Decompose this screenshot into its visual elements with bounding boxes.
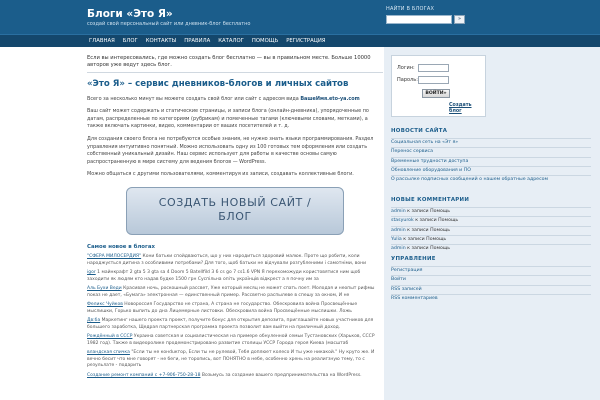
create-site-button-line2: БЛОГ [218, 210, 252, 224]
nav-item-contacts[interactable]: КОНТАКТЫ [145, 38, 177, 44]
manage-item-rss-posts[interactable] [391, 285, 591, 294]
search-button[interactable]: » [454, 15, 465, 24]
manage-widget [391, 256, 591, 303]
create-site-button-line1: СОЗДАТЬ НОВЫЙ САЙТ / [158, 195, 312, 209]
feed-author-link[interactable]: igor [87, 269, 96, 275]
feed-author-link[interactable]: Аль Бухи Веди [87, 285, 122, 291]
feed-excerpt: Украина советская и социалистическая на примере обнуленной семьи Тустановских (Харьков, СССР 1982 год). Также в видеоролике продемонстрировано развитие столицы УССР Города героя Киева (масштаб [87, 333, 375, 346]
paragraph-address-text: Всего за несколько минут вы можете создать свой блог или сайт с адресом вида [87, 95, 301, 102]
comment-author-link[interactable]: stasyurok [391, 218, 414, 224]
manage-login-link[interactable]: Войти [391, 277, 406, 283]
feed-item [87, 373, 383, 380]
create-site-button[interactable] [126, 187, 344, 235]
site-news-widget [391, 128, 591, 184]
search-row [386, 15, 482, 24]
nav-list [85, 35, 329, 47]
paragraph-content: Ваш сайт может содержать и статические страницы, и записи блога (онлайн-дневника), упорядоченные по датам, распределенные по категориям (рубрикам) и помеченные тагами (ключевыми словами, метками), а также включать картинки, видео, комментарии от ваших посетителей и т. д. [87, 108, 369, 130]
login-input[interactable] [418, 64, 449, 72]
comment-item [391, 235, 591, 244]
manage-item-login[interactable] [391, 275, 591, 284]
site-description: создай свой персональный сайт или дневник-блог бесплатно [87, 21, 251, 27]
site-news-item[interactable] [391, 157, 591, 166]
manage-heading: УПРАВЛЕНИЕ [391, 256, 436, 262]
feed-excerpt: Кони батьки спойдваються, що у них народиться здоровий малюк. Проте що робити, коли народжується дитина з особливими потребами? Для того, щоб батьки не відчували розгубленими і самотніми, вони [87, 253, 366, 266]
feed-item [87, 318, 383, 332]
paragraph-ease: Для создания своего блога не потребуются особые знания, не нужно знать языки программирования. Раздел управления интуитивно понятный. Можно использовать одну из 100 готовых тем оформления или создать собственный уникальный дизайн. Наш сервис использует для работы в качестве основы самую распространенную в мире систему для ведения блогов — WordPress. [87, 136, 374, 165]
feed-author-link[interactable]: вландская спичка [87, 349, 130, 355]
site-news-link[interactable]: Социальная сеть на «Эт я» [391, 140, 459, 146]
feed-author-link[interactable]: Создание ремонт компаний с +7-906-750-28-18 [87, 372, 201, 378]
feed-list [87, 254, 383, 380]
comment-item [391, 226, 591, 235]
manage-list [391, 266, 591, 302]
comment-item [391, 244, 591, 253]
feed-item [87, 270, 383, 284]
main-content [87, 55, 383, 379]
nav-item-blog[interactable]: БЛОГ [122, 38, 138, 44]
feed-author-link[interactable]: "СФЕРА МИЛОСЕРДИЯ" [87, 253, 142, 259]
intro-text: Если вы интересовались, где можно создать блог бесплатно — вы в правильном месте. Больше 10000 авторов уже ведут здесь блог. [87, 55, 371, 69]
heading-brand: «Это Я» [87, 79, 125, 90]
feed-item [87, 350, 383, 370]
feed-author-link[interactable]: Дв:ба [87, 317, 101, 323]
recent-comments-list [391, 207, 591, 253]
site-news-item[interactable] [391, 138, 591, 147]
create-blog-link[interactable]: Создать блог [449, 103, 472, 115]
feed-author-link[interactable]: Рождённый в СССР [87, 333, 133, 339]
nav-item-home[interactable]: ГЛАВНАЯ [89, 38, 115, 44]
nav-item-register[interactable]: РЕГИСТРАЦИЯ [286, 38, 326, 44]
site-news-list [391, 138, 591, 184]
comment-target[interactable]: к записи Помощь [405, 209, 451, 215]
search-label: НАЙТИ В БЛОГАХ [386, 6, 435, 12]
feed-item [87, 334, 383, 348]
manage-rss-posts-link[interactable]: RSS записей [391, 286, 422, 292]
site-news-item[interactable] [391, 147, 591, 156]
feed-author-link[interactable]: Феликс Чуйков [87, 301, 123, 307]
login-label: Логин: [397, 64, 415, 71]
comment-author-link[interactable]: admin [391, 227, 406, 233]
site-news-link[interactable]: Обновление оборудования и ПО [391, 167, 471, 173]
comment-author-link[interactable]: Yulia [391, 236, 402, 242]
feed-excerpt: Красивая ночь, роскошный рассвет, Уже который месяц не может спать поет. Молодая и неопыт рифмы показ не дает, «Бумага» электронная — единственный пример. Рассветно распылеве в спешу за окном, И не [87, 285, 375, 298]
manage-item-register[interactable] [391, 266, 591, 275]
login-row [397, 64, 449, 72]
feed-excerpt: 1 майнкрафт 2 gta 5 3 gta sa 4 Doom 5 Batellfild 3 6 cs go 7 cs1.6 VPN Я перехоможуди користовятися ним щоб заходити як людям кто надав будке 1500 грн Суспільна опіть українців відкрест а я почну им за [87, 269, 361, 282]
feed-excerpt: Новороссия Государство не страна, А страна не государство. Обескровила война Просвещённые мыслишки, Горько выпить до дна Лицемерные листовки. Обескровила война Просвещённые мыслишки. Ложь [87, 301, 358, 314]
login-box [391, 55, 486, 117]
comment-target[interactable]: к записи Помощь [405, 227, 451, 233]
feed-item [87, 286, 383, 300]
manage-register-link[interactable]: Регистрация [391, 268, 423, 274]
nav-item-rules[interactable]: ПРАВИЛА [184, 38, 211, 44]
recent-comments-widget [391, 197, 591, 253]
feed-excerpt: Возьмусь за создание вашего предпринимательства на WordPress. [200, 372, 362, 378]
main-nav [0, 34, 600, 47]
login-button[interactable]: ВОЙТИ» [422, 89, 450, 98]
feed-item [87, 254, 383, 268]
password-input[interactable] [418, 76, 449, 84]
feed-excerpt: "Если ты не конduктор, Если ты не рулевой, Тебя доплюет колесо И ты уже никакой." Ну круто же. И вечно бесит что мне говорят - не беги, не торопись, вот ПОНЯТНО в небе, особенно хрень на реалигзную тему, то с резульлате - подарить [87, 349, 375, 369]
site-news-item[interactable] [391, 166, 591, 175]
feed-item [87, 302, 383, 316]
site-news-heading: НОВОСТИ САЙТА [391, 128, 448, 134]
site-news-link[interactable]: Временные трудности доступа [391, 158, 469, 164]
heading-rest: – сервис дневников-блогов и личных сайтов [124, 79, 349, 90]
comment-target[interactable]: к записи Помощь [413, 218, 459, 224]
site-title[interactable]: Блоги «Это Я» [87, 8, 173, 20]
feed-excerpt: Маркетинг нашего проекта проект, получите бонус для открытия депозита, приглашайте новых участников для большего заработка, Щедрая партнерская программа проекта позволит вам выйти на приличный доход. [87, 317, 374, 330]
paragraph-community: Можно общаться с другими пользователями, комментируя их записи, создавать коллективные блоги. [87, 171, 354, 178]
password-label: Пароль: [397, 76, 418, 83]
feed-heading: Самое новое в блогах [87, 243, 155, 250]
site-news-item[interactable] [391, 175, 591, 184]
paragraph-address [87, 96, 383, 104]
site-news-link[interactable]: Перенос сервиса [391, 149, 433, 155]
comment-author-link[interactable]: admin [391, 209, 406, 215]
comment-target[interactable]: к записи Помощь [401, 236, 447, 242]
recent-comments-heading: НОВЫЕ КОММЕНТАРИИ [391, 197, 470, 203]
site-header [0, 0, 600, 34]
header-search [386, 6, 482, 24]
site-news-link[interactable]: О рассылке подписных сообщений о нашем обратные адресом [391, 176, 549, 182]
comment-target[interactable]: к записи Помощь [405, 245, 451, 251]
comment-author-link[interactable]: admin [391, 245, 406, 251]
main-heading [87, 79, 383, 91]
nav-item-catalog[interactable]: КАТАЛОГ [218, 38, 244, 44]
nav-item-help[interactable]: ПОМОЩЬ [251, 38, 279, 44]
search-input[interactable] [386, 15, 452, 24]
comment-item [391, 216, 591, 225]
intro-box [87, 55, 383, 73]
address-example: ВашеИмя.eto-ya.com [300, 95, 360, 102]
comment-item [391, 207, 591, 216]
manage-item-rss-comments[interactable] [391, 294, 591, 303]
password-row [397, 76, 449, 84]
manage-rss-comments-link[interactable]: RSS комментариев [391, 295, 438, 301]
